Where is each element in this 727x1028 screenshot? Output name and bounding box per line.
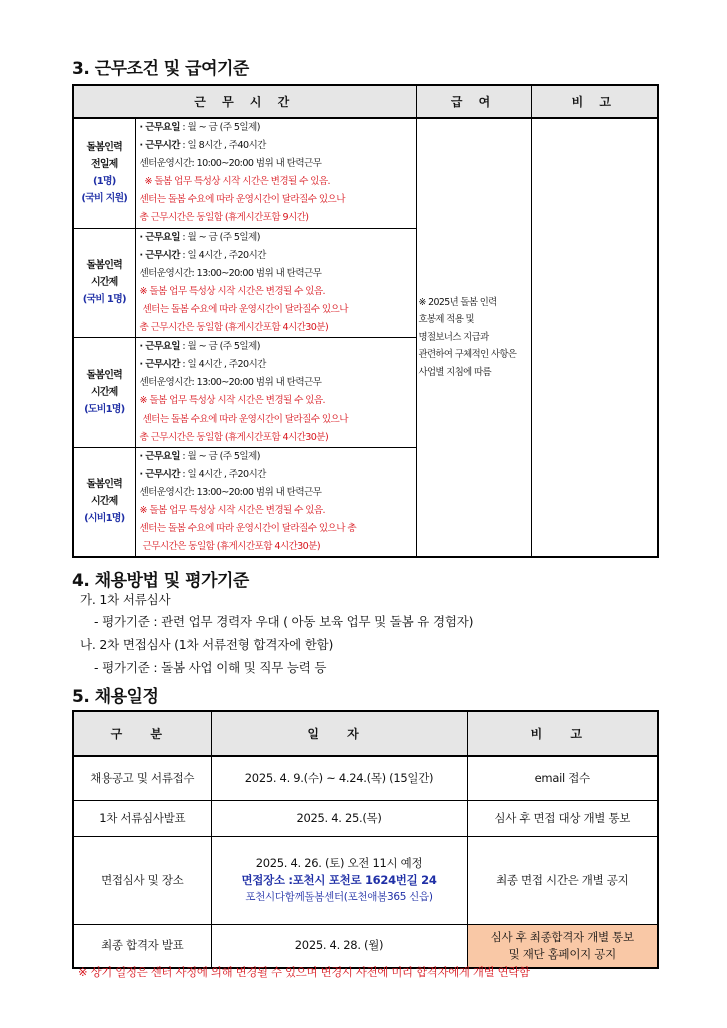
table-row bbox=[73, 924, 658, 968]
category-cell: 면접심사 및 장소 bbox=[73, 836, 211, 924]
position-label: 돌봄인력 시간제 (시비1명) bbox=[73, 447, 135, 557]
remark-cell: 심사 후 면접 대상 개별 통보 bbox=[467, 800, 658, 836]
section3-title: 3. 근무조건 및 급여기준 bbox=[72, 59, 249, 79]
header-salary: 급 여 bbox=[416, 85, 531, 118]
remark-cell: 최종 면접 시간은 개별 공지 bbox=[467, 836, 658, 924]
header-note: 비 고 bbox=[531, 85, 658, 118]
work-conditions-table bbox=[72, 84, 659, 558]
table-row bbox=[73, 756, 658, 800]
hours-detail: · 근무요일 : 월 ~ 금 (주 5일제) · 근무시간 : 일 4시간 , 주20시간 센터운영시간: 13:00~20:00 범위 내 탄력근무 ※ 돌봄 업무 특성상 시작 시간은 변경될 수 있음. 센터는 돌봄 수요에 따라 운영시간이 달라질수 있으나 총 근무시간은 동일함 (휴게시간포함 4시간30분) bbox=[135, 228, 416, 338]
position-label: 돌봄인력 시간제 (국비 1명) bbox=[73, 228, 135, 338]
date-cell: 2025. 4. 9.(수) ~ 4.24.(목) (15일간) bbox=[211, 756, 467, 800]
schedule-footnote: ※ 상기 일정은 센터 사정에 의해 변경될 수 있으며 변경시 사전에 미리 합격자에게 개별 연락함 bbox=[78, 965, 530, 979]
date-cell: 2025. 4. 26. (토) 오전 11시 예정 면접장소 :포천시 포천로 1624번길 24 포천시다함께돌봄센터(포천애봄365 신읍) bbox=[211, 836, 467, 924]
hours-detail: · 근무요일 : 월 ~ 금 (주 5일제) · 근무시간 : 일 8시간 , 주40시간 센터운영시간: 10:00~20:00 범위 내 탄력근무 ※ 돌봄 업무 특성상 시작 시간은 변경될 수 있음. 센터는 돌봄 수요에 따라 운영시간이 달라질수 있으나 총 근무시간은 동일함 (휴게시간포함 9시간) bbox=[135, 118, 416, 228]
table-row bbox=[73, 836, 658, 924]
remark-cell: email 접수 bbox=[467, 756, 658, 800]
category-cell: 채용공고 및 서류접수 bbox=[73, 756, 211, 800]
position-label: 돌봄인력 시간제 (도비1명) bbox=[73, 338, 135, 448]
highlighted-remark-cell: 심사 후 최종합격자 개별 통보 및 재단 홈페이지 공지 bbox=[467, 924, 658, 968]
category-cell: 최종 합격자 발표 bbox=[73, 924, 211, 968]
step1-criteria: - 평가기준 : 관련 업무 경력자 우대 ( 아동 보육 업무 및 돌봄 유 경험자) bbox=[94, 614, 474, 629]
header-date: 일 자 bbox=[211, 711, 467, 756]
step2-title: 나. 2차 면접심사 (1차 서류전형 합격자에 한함) bbox=[80, 637, 334, 652]
date-cell: 2025. 4. 25.(목) bbox=[211, 800, 467, 836]
section5-title: 5. 채용일정 bbox=[72, 687, 159, 707]
section4-title: 4. 채용방법 및 평가기준 bbox=[72, 571, 249, 591]
remark-cell bbox=[531, 118, 658, 557]
header-remark: 비 고 bbox=[467, 711, 658, 756]
header-category: 구 분 bbox=[73, 711, 211, 756]
interview-place: 면접장소 :포천시 포천로 1624번길 24 bbox=[241, 872, 437, 887]
table-row bbox=[73, 800, 658, 836]
date-cell: 2025. 4. 28. (월) bbox=[211, 924, 467, 968]
header-hours: 근 무 시 간 bbox=[73, 85, 416, 118]
position-label: 돌봄인력 전일제 (1명) (국비 지원) bbox=[73, 118, 135, 228]
table-row bbox=[73, 118, 658, 228]
step2-criteria: - 평가기준 : 돌봄 사업 이해 및 직무 능력 등 bbox=[94, 660, 327, 675]
schedule-table bbox=[72, 710, 659, 969]
step1-title: 가. 1차 서류심사 bbox=[80, 592, 171, 607]
hours-detail: · 근무요일 : 월 ~ 금 (주 5일제) · 근무시간 : 일 4시간 , 주20시간 센터운영시간: 13:00~20:00 범위 내 탄력근무 ※ 돌봄 업무 특성상 시작 시간은 변경될 수 있음. 센터는 돌봄 수요에 따라 운영시간이 달라질수 있으나 총 근무시간은 동일함 (휴게시간포함 4시간30분) bbox=[135, 447, 416, 557]
hours-detail: · 근무요일 : 월 ~ 금 (주 5일제) · 근무시간 : 일 4시간 , 주20시간 센터운영시간: 13:00~20:00 범위 내 탄력근무 ※ 돌봄 업무 특성상 시작 시간은 변경될 수 있음. 센터는 돌봄 수요에 따라 운영시간이 달라질수 있으나 총 근무시간은 동일함 (휴게시간포함 4시간30분) bbox=[135, 338, 416, 448]
salary-note: ※ 2025년 돌봄 인력 호봉제 적용 및 명절보너스 지급과 관련하여 구체적인 사항은 사업별 지침에 따름 bbox=[416, 118, 531, 557]
interview-place-sub: 포천시다함께돌봄센터(포천애봄365 신읍) bbox=[245, 890, 433, 903]
category-cell: 1차 서류심사발표 bbox=[73, 800, 211, 836]
